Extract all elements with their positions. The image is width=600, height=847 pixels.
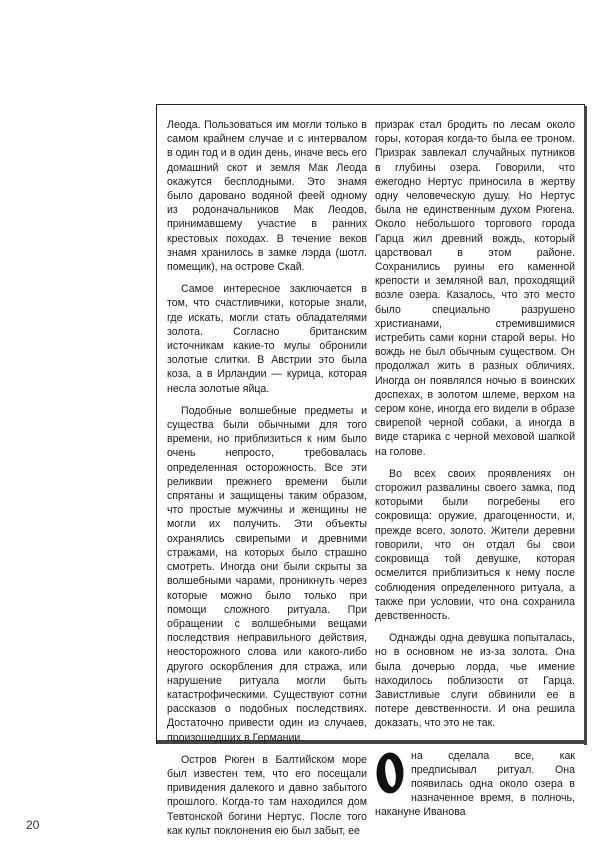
paragraph: Во всех своих проявлениях он сторожил развалины своего замка, под которыми были погребены его сокровища: оружие, драгоценности, и, прежде всего, золото. Жители деревни говорили, что он отдал бы свои сокровища той девушке, которая осмелится приблизиться к нему после соблюдения определенного ритуала, а также при условии, что она сохранила девственность. <box>375 467 575 622</box>
right-column <box>375 118 575 828</box>
dropcap-paragraph <box>375 749 575 820</box>
dropcap-o-glyph <box>375 751 405 795</box>
frame-shadow-right <box>584 106 587 745</box>
paragraph: Леода. Пользоваться им могли только в самом крайнем случае и с интервалом в один год и в один день, иначе весь его домашний скот и земля Мак Леода окажутся бесплодными. Это знамя было даровано водяной феей одному из родоначальников Мак Леодов, принимавшему участие в ранних крестовых походах. В течение веков знамя хранилось в замке лэрда (шотл. помещик), на острове Скай. <box>167 119 367 274</box>
paragraph: Самое интересное заключается в том, что счастливчики, которые знали, где искать, могли стать обладателями золота. Согласно британским источникам какие-то мулы обронили золотые слитки. В Австрии это была коза, а в Ирландии — курица, которая несла золотые яйца. <box>167 283 367 395</box>
paragraph: призрак стал бродить по лесам около горы, которая когда-то была ее троном. Призрак завлекал случайных путников в глубины озера. Говорили, что ежегодно Нертус приносила в жертву одну человеческую душу. Но Нертус была не единственным духом Рюгена. Около небольшого торгового города Гарца жил древний вождь, который царствовал в этом районе. Сохранились руины его каменной крепости и земляной вал, проходящий возле озера. Казалось, что это место было специально разрушено христианами, стремившимися истребить сами корни старой веры. Но вождь не был обычным существом. Он продолжал жить в разных обличиях. Иногда он появлялся ночью в воинских доспехах, в золотом шлеме, верхом на сером коне, иногда его видели в образе свирепой черной собаки, а иногда в виде старика с черной меховой шапкой на голове. <box>375 119 575 458</box>
paragraph: Однажды одна девушка попыталась, но в основном не из-за золота. Она была дочерью лорда, чье имение находилось поблизости от Гарца. Завистливые слуги обвинили ее в потере девственности. И она решила доказать, что это не так. <box>375 632 575 730</box>
page-number: 20 <box>26 818 40 832</box>
paragraph: Остров Рюген в Балтийском море был известен тем, что его посещали привидения далекого и давно забытого прошлого. Когда-то там находился дом Тевтонской богини Нертус. После того как культ поклонения ею был забыт, ее <box>167 753 367 837</box>
dropcap-text: на сделала все, как предписывал ритуал. Она появилась одна около озера в назначенное время, в полночь, накануне Иванова <box>375 749 575 819</box>
left-column <box>167 118 367 846</box>
paragraph: Подобные волшебные предметы и существа были обычными для того времени, но приблизиться к ним было очень непросто, требовалась определенная осторожность. Все эти реликвии прежнего времени были спрятаны и защищены таким образом, что простые мужчины и женщины не могли их получить. Эти объекты охранялись свирепыми и древними стражами, на которых было страшно смотреть. Иногда они были скрыты за волшебными чарами, проникнуть через которые можно было только при помощи сложного ритуала. При обращении с волшебными вещами последствия неправильного действия, неосторожного слова или какого-либо другого оскорбления для стража, или нарушение ритуала могли быть катастрофическими. Существуют сотни рассказов о подобных последствиях. Достаточно привести один из случаев, произошедших в Германии. <box>167 404 367 744</box>
